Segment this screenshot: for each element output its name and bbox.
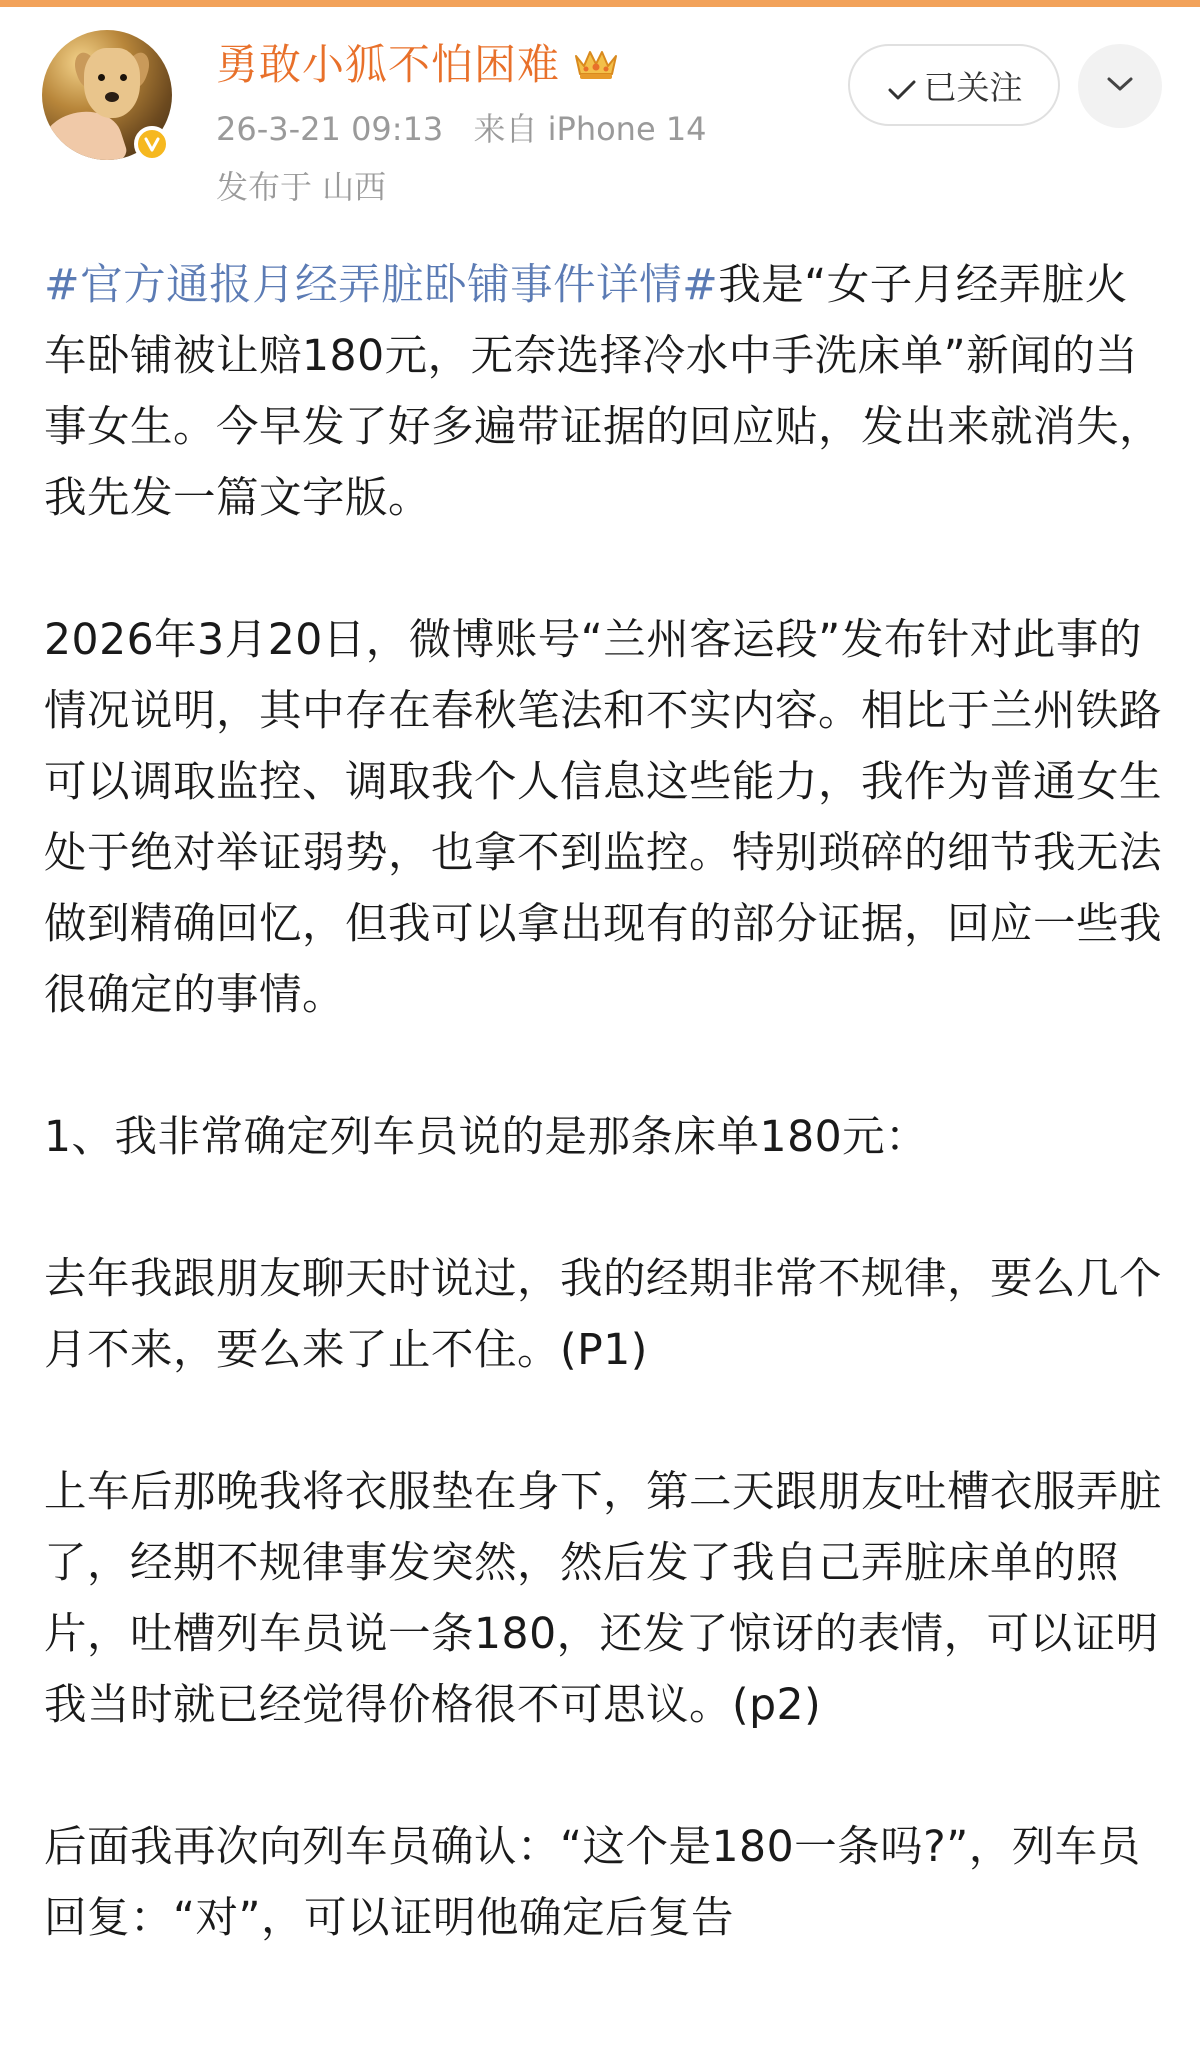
post-paragraph: 1、我非常确定列车员说的是那条床单180元： xyxy=(44,1113,929,1162)
post-paragraph-text: 我是“女子月经弄脏火车卧铺被让赔180元，无奈选择冷水中手洗床单”新闻的当事女生。今早发了好多遍带证据的回应贴，发出来就消失，我先发一篇文字版。 xyxy=(44,261,1163,523)
post-paragraph: 上车后那晚我将衣服垫在身下，第二天跟朋友吐槽衣服弄脏了，经期不规律事发突然，然后发了我自己弄脏床单的照片，吐槽列车员说一条180，还发了惊讶的表情，可以证明我当时就已经觉得价格很不可思议。(p2) xyxy=(44,1468,1163,1730)
avatar-dog-head xyxy=(84,48,140,118)
hashtag-link[interactable]: #官方通报月经弄脏卧铺事件详情# xyxy=(44,261,719,310)
post-meta xyxy=(216,104,727,150)
avatar-dog-nose xyxy=(105,92,119,102)
chevron-down-icon xyxy=(1105,75,1135,97)
post-header xyxy=(0,22,1200,222)
post-paragraph: 去年我跟朋友聊天时说过，我的经期非常不规律，要么几个月不来，要么来了止不住。(P1) xyxy=(44,1255,1163,1375)
post-location: 发布于 山西 xyxy=(216,168,387,206)
username[interactable]: 勇敢小狐不怕困难 xyxy=(216,40,561,89)
post-paragraph xyxy=(44,250,1164,534)
username-row xyxy=(216,32,622,92)
post-body xyxy=(44,250,1164,2025)
avatar-dog-eye xyxy=(120,74,127,81)
post-timestamp: 26-3-21 09:13 xyxy=(216,110,444,148)
more-options-button[interactable] xyxy=(1078,44,1162,128)
top-accent-strip xyxy=(0,0,1200,7)
check-icon xyxy=(886,72,918,98)
post-paragraph: 2026年3月20日，微博账号“兰州客运段”发布针对此事的情况说明，其中存在春秋笔法和不实内容。相比于兰州铁路可以调取监控、调取我个人信息这些能力，我作为普通女生处于绝对举证弱势，也拿不到监控。特别琐碎的细节我无法做到精确回忆，但我可以拿出现有的部分证据，回应一些我很确定的事情。 xyxy=(44,616,1163,1020)
follow-button[interactable] xyxy=(848,44,1060,126)
avatar-dog-eye xyxy=(98,74,105,81)
verified-badge-icon xyxy=(134,126,170,162)
crown-icon xyxy=(570,42,622,82)
follow-button-label: 已关注 xyxy=(923,67,1023,107)
post-source: 来自 iPhone 14 xyxy=(473,110,707,148)
post-paragraph: 后面我再次向列车员确认：“这个是180一条吗?”，列车员回复：“对”，可以证明他确定后复告 xyxy=(44,1823,1141,1943)
